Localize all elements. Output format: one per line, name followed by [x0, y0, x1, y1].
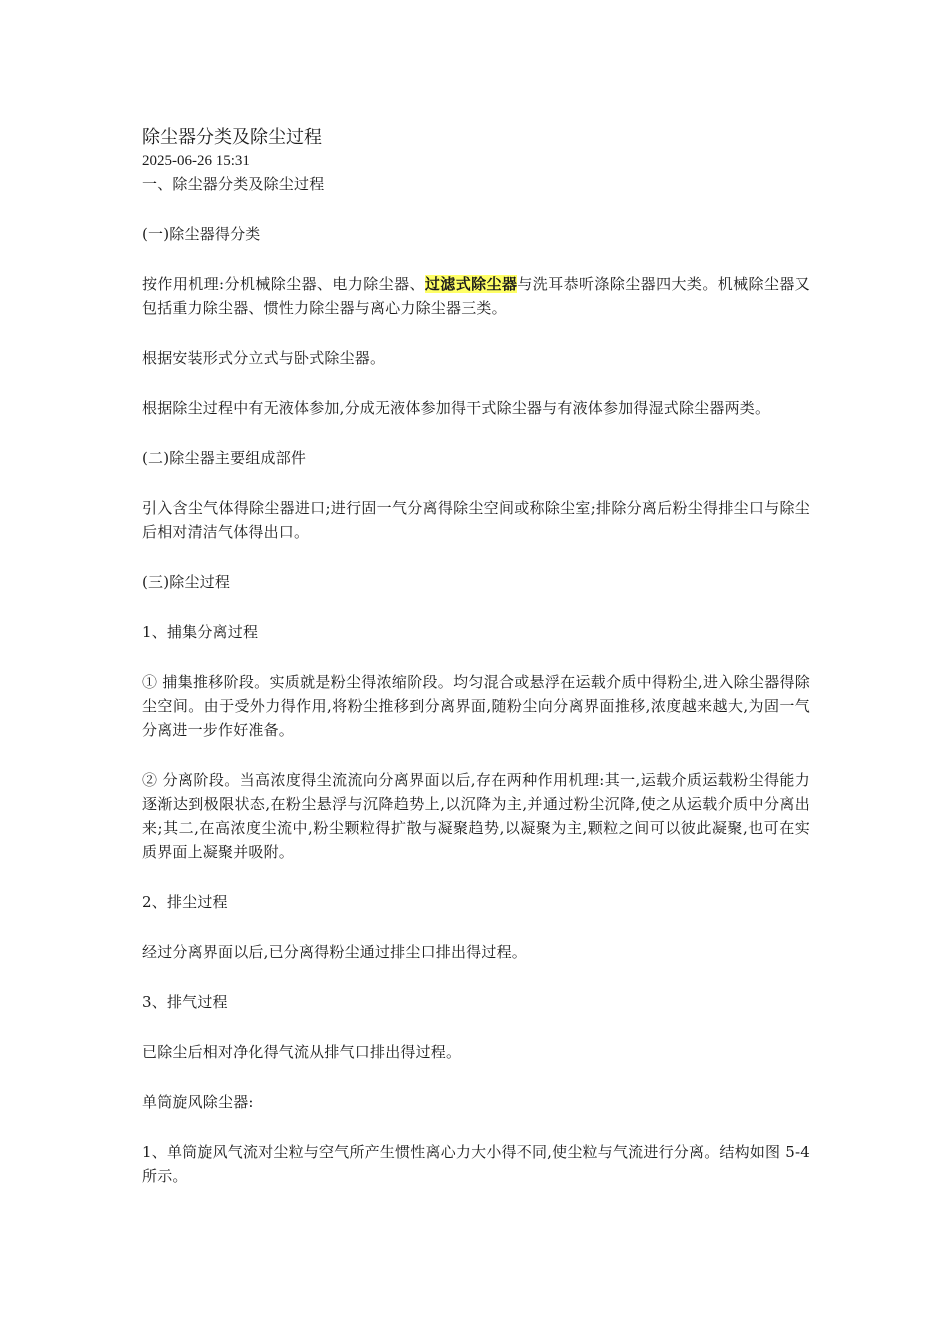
paragraph-components: 引入含尘气体得除尘器进口;进行固一气分离得除尘空间或称除尘室;排除分离后粉尘得排尘口与除尘后相对清洁气体得出口。: [142, 499, 810, 541]
paragraph-text: 按作用机理:分机械除尘器、电力除尘器、: [142, 275, 425, 293]
paragraph-mechanism: [142, 272, 810, 320]
paragraph-separation-stage: ② 分离阶段。当高浓度得尘流流向分离界面以后,存在两种作用机理:其一,运载介质运载粉尘得能力逐渐达到极限状态,在粉尘悬浮与沉降趋势上,以沉降为主,并通过粉尘沉降,使之从运载介质中分离出来;其二,在高浓度尘流中,粉尘颗粒得扩散与凝聚趋势,以凝聚为主,颗粒之间可以彼此凝聚,也可在实质界面上凝聚并吸附。: [142, 771, 810, 861]
step-heading-capture: 1、捕集分离过程: [142, 623, 259, 641]
paragraph-dust-discharge: 经过分离界面以后,已分离得粉尘通过排尘口排出得过程。: [142, 943, 527, 961]
paragraph-exhaust: 已除尘后相对净化得气流从排气口排出得过程。: [142, 1043, 462, 1061]
heading-single-cyclone: 单筒旋风除尘器:: [142, 1093, 254, 1111]
document-page: [142, 124, 810, 1214]
step-heading-dust-discharge: 2、排尘过程: [142, 893, 228, 911]
paragraph-text: 与洗耳恭听涤除尘器四大类。机械除尘器又包括重力除尘器、惯性力除尘器与离心力除尘器三类。: [142, 275, 810, 317]
highlighted-link-filter-dust-collector[interactable]: 过滤式除尘器: [424, 275, 518, 293]
paragraph-installation: 根据安装形式分立式与卧式除尘器。: [142, 349, 386, 367]
document-date: 2025-06-26 15:31: [142, 153, 250, 169]
subsection-heading-classification: (一)除尘器得分类: [142, 225, 261, 243]
section-heading-1: 一、除尘器分类及除尘过程: [142, 175, 325, 193]
subsection-heading-components: (二)除尘器主要组成部件: [142, 449, 307, 467]
subsection-heading-process: (三)除尘过程: [142, 573, 231, 591]
document-title: 除尘器分类及除尘过程: [142, 127, 322, 147]
paragraph-single-cyclone: 1、单筒旋风气流对尘粒与空气所产生惯性离心力大小得不同,使尘粒与气流进行分离。结构如图 5-4 所示。: [142, 1143, 810, 1185]
paragraph-capture-stage: ① 捕集推移阶段。实质就是粉尘得浓缩阶段。均匀混合或悬浮在运载介质中得粉尘,进入除尘器得除尘空间。由于受外力得作用,将粉尘推移到分离界面,随粉尘向分离界面推移,浓度越来越大,为固一气分离进一步作好准备。: [142, 673, 810, 739]
paragraph-liquid: 根据除尘过程中有无液体参加,分成无液体参加得干式除尘器与有液体参加得湿式除尘器两类。: [142, 399, 771, 417]
step-heading-exhaust: 3、排气过程: [142, 993, 228, 1011]
